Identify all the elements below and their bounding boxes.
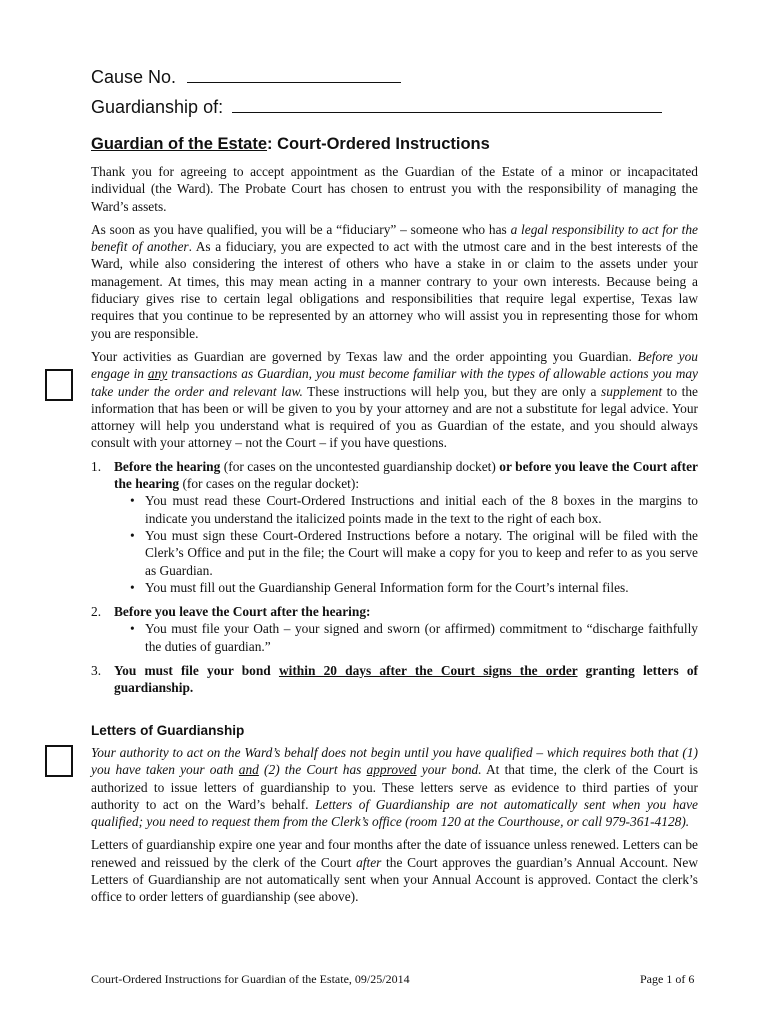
step-1-bullets [114, 492, 698, 596]
letters-paragraph-2 [91, 836, 698, 905]
letters-text-f: At that time, the clerk of the Court is authorized to issue letters of guardianship to you. These letters serve as evidence to third parties of your authority to act on the Ward’s behalf. [91, 762, 698, 812]
p3-italic-supplement: supplement [601, 383, 663, 399]
step-1-bullet-1: • You must read these Court-Ordered Instructions and initial each of the 8 boxes in the margins to indicate you understand the italicized points made in the text to the right of each box. [145, 492, 698, 527]
letters-italic-e: your bond. [416, 762, 482, 778]
letters-heading: Letters of Guardianship [91, 723, 245, 738]
intro-paragraph-1: Thank you for agreeing to accept appointment as the Guardian of the Estate of a minor or incapacitated individual (the Ward). The Probate Court has chosen to entrust you with the responsibility of managing the Ward’s assets. [91, 164, 698, 214]
letters-italic-a: Your authority to act on the Ward’s behalf does not begin until you have qualified – which requires both that (1) you have taken your oath [91, 745, 698, 778]
step-3-number: 3. [91, 663, 102, 679]
letters-section [91, 744, 698, 912]
p3-italic-any: any [147, 366, 168, 382]
step-2 [91, 603, 698, 655]
p2-italic: a legal responsibility to act for the benefit of another [91, 221, 698, 255]
p2-text-a: As soon as you have qualified, you will be a “fiduciary” – someone who has [91, 221, 511, 237]
footer-page-number: Page 1 of 6 [640, 972, 695, 986]
initial-box-2[interactable] [45, 745, 73, 777]
letters-italic-and: and [238, 762, 259, 778]
step-1-text-b: (for cases on the regular docket): [179, 476, 360, 492]
letters-paragraph-1 [91, 744, 698, 830]
cause-number-line [91, 66, 401, 88]
letters-italic-approved: approved [366, 762, 417, 778]
guardianship-of-line [91, 96, 662, 118]
page-title [91, 135, 490, 154]
intro-paragraph-2 [91, 221, 698, 342]
step-1-number: 1. [91, 458, 102, 474]
step-3-bold-c: granting letters of guardianship. [114, 663, 698, 696]
title-underlined: Guardian of the Estate [91, 135, 268, 153]
step-2-number: 2. [91, 604, 102, 620]
step-1-bullet-3: • You must fill out the Guardianship General Information form for the Court’s internal files. [145, 579, 698, 596]
letters-italic-c: (2) the Court has [258, 762, 367, 778]
letters-p2-italic-after: after [356, 854, 382, 870]
cause-number-field[interactable] [187, 66, 401, 83]
step-1-bold-b: or before you leave the Court after the hearing [114, 458, 698, 492]
step-1-text-a: (for cases on the uncontested guardianship docket) [220, 458, 500, 474]
p2-text-c: . As a fiduciary, you are expected to act with the utmost care and in the best interests of the Ward, while also considering the interest of others who have a stake in or claim to the assets under your management. At times, this may mean acting in a manner contrary to your own interests. Because being a fiduciary gives rise to certain legal obligations and responsibilities that require legal expertise, Texas law requires that you continue to be represented by an attorney who will assist you in representing those for whom you are responsible. [91, 239, 698, 341]
guardianship-of-field[interactable] [232, 96, 662, 113]
step-1 [91, 458, 698, 596]
step-3-bold-a: You must file your bond [114, 663, 279, 679]
step-3 [91, 662, 698, 697]
letters-p2-text-c: the Court approves the guardian’s Annual Account. New Letters of Guardianship are not automatically sent when your Annual Account is approved. Contact the clerk’s office to order letters of guardianship (see above). [91, 854, 698, 905]
p3-text-a: Your activities as Guardian are governed by Texas law and the order appointing you Guardian. [91, 348, 638, 364]
steps-list [91, 458, 698, 697]
guardianship-of-label: Guardianship of: [91, 97, 224, 117]
letters-p2-text-a: Letters of guardianship expire one year and four months after the date of issuance unless renewed. Letters can be renewed and reissued by the clerk of the Court [91, 837, 698, 870]
step-2-bold-a: Before you leave the Court after the hearing: [114, 604, 371, 620]
step-2-bullets [114, 620, 698, 655]
cause-number-label: Cause No. [91, 67, 177, 87]
p3-text-g: to the information that has been or will be given to you by your attorney and are not a substitute for legal advice. Your attorney will help you understand what is required of you as Guardian of the estate, and you should always consult with your attorney – not the Court – if you have questions. [91, 383, 698, 451]
step-3-bold-underlined: within 20 days after the Court signs the order [278, 663, 578, 679]
letters-italic-g: Letters of Guardianship are not automatically sent when you have qualified; you need to request them from the Clerk’s office (room 120 at the Courthouse, or call 979-361-4128). [91, 796, 698, 830]
p3-italic-b: Before you engage in [91, 348, 698, 382]
p3-italic-d: transactions as Guardian, you must become familiar with the types of allowable actions you may take under the order and relevant law. [91, 366, 698, 399]
step-1-bullet-2: • You must sign these Court-Ordered Instructions before a notary. The original will be filed with the Clerk’s Office and put in the file; the Court will make a copy for you to keep and refer to as you serve as Guardian. [145, 527, 698, 579]
intro-paragraph-3 [91, 348, 698, 452]
title-rest: : Court-Ordered Instructions [267, 135, 490, 153]
intro-section [91, 163, 698, 704]
initial-box-1[interactable] [45, 369, 73, 401]
p3-text-e: These instructions will help you, but they are only a [302, 383, 602, 399]
step-2-bullet-1: • You must file your Oath – your signed and sworn (or affirmed) commitment to “discharge faithfully the duties of guardian.” [145, 620, 698, 655]
step-1-bold-a: Before the hearing [114, 458, 221, 474]
footer-document-title: Court-Ordered Instructions for Guardian of the Estate, 09/25/2014 [91, 972, 410, 986]
